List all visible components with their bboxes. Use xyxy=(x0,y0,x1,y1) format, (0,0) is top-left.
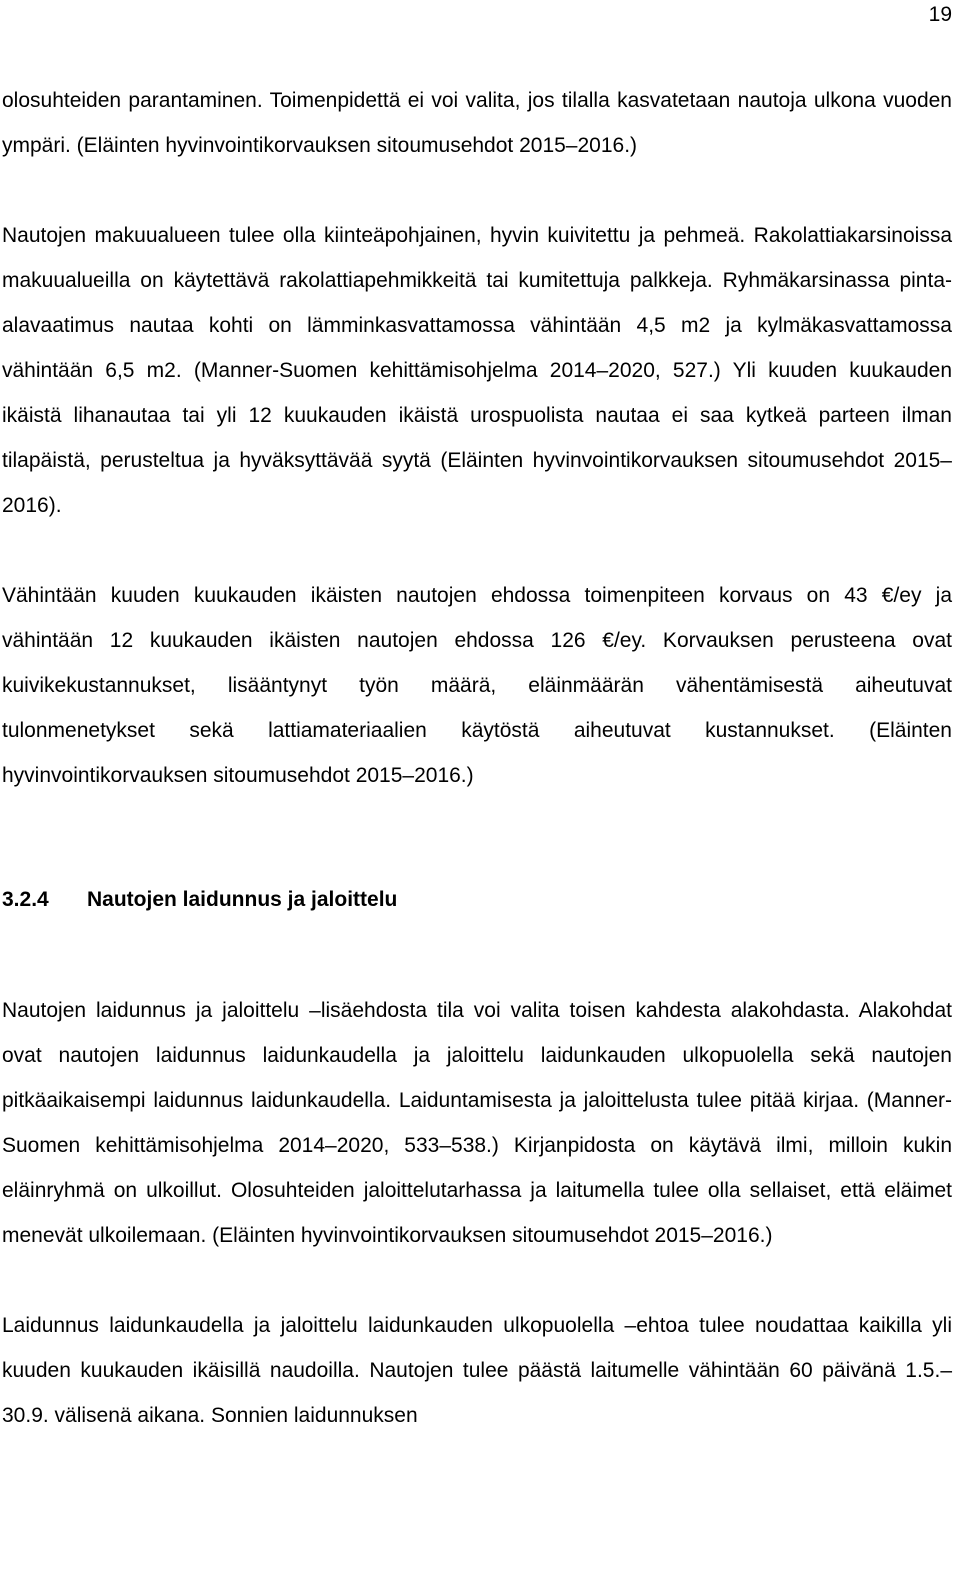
section-spacer xyxy=(2,798,952,877)
section-spacer xyxy=(2,922,952,988)
paragraph-spacer xyxy=(2,1258,952,1303)
section-number: 3.2.4 xyxy=(2,888,49,911)
paragraph-spacer xyxy=(2,528,952,573)
paragraph-2: Nautojen makuualueen tulee olla kiinteäpohjainen, hyvin kuivitettu ja pehmeä. Rakolattiakarsinoissa makuualueilla on käytettävä rakolattiapehmikkeitä tai kumitettuja palkkeja. Ryhmäkarsinassa pinta-alavaatimus nautaa kohti on lämminkasvattamossa vähintään 4,5 m2 ja kylmäkasvattamossa vähintään 6,5 m2. (Manner-Suomen kehittämisohjelma 2014–2020, 527.) Yli kuuden kuukauden ikäistä lihanautaa tai yli 12 kuukauden ikäistä urospuolista nautaa ei saa kytkeä parteen ilman tilapäistä, perusteltua ja hyväksyttävää syytä (Eläinten hyvinvointikorvauksen sitoumusehdot 2015–2016). xyxy=(2,224,952,517)
section-title: Nautojen laidunnus ja jaloittelu xyxy=(87,888,398,911)
paragraph-3: Vähintään kuuden kuukauden ikäisten nautojen ehdossa toimenpiteen korvaus on 43 €/ey ja vähintään 12 kuukauden ikäisten nautojen ehdossa 126 €/ey. Korvauksen perusteena ovat kuivikekustannukset, lisääntynyt työn määrä, eläinmäärän vähentämisestä aiheutuvat tulonmenetykset sekä lattiamateriaalien käytöstä aiheutuvat kustannukset. (Eläinten hyvinvointikorvauksen sitoumusehdot 2015–2016.) xyxy=(2,584,952,787)
page-number: 19 xyxy=(928,3,952,26)
paragraph-5: Laidunnus laidunkaudella ja jaloittelu laidunkauden ulkopuolella –ehtoa tulee noudattaa kaikilla yli kuuden kuukauden ikäisillä naudoilla. Nautojen tulee päästä laitumelle vähintään 60 päivänä 1.5.–30.9. välisenä aikana. Sonnien laidunnuksen xyxy=(2,1314,952,1427)
paragraph-4: Nautojen laidunnus ja jaloittelu –lisäehdosta tila voi valita toisen kahdesta alakohdasta. Alakohdat ovat nautojen laidunnus laidunkaudella ja jaloittelu laidunkauden ulkopuolella sekä nautojen pitkäaikaisempi laidunnus laidunkaudella. Laiduntamisesta ja jaloittelusta tulee pitää kirjaa. (Manner-Suomen kehittämisohjelma 2014–2020, 533–538.) Kirjanpidosta on käytävä ilmi, milloin kukin eläinryhmä on ulkoillut. Olosuhteiden jaloittelutarhassa ja laitumella tulee olla sellaiset, että eläimet menevät ulkoilemaan. (Eläinten hyvinvointikorvauksen sitoumusehdot 2015–2016.) xyxy=(2,999,952,1247)
paragraph-1: olosuhteiden parantaminen. Toimenpidettä ei voi valita, jos tilalla kasvatetaan nautoja ulkona vuoden ympäri. (Eläinten hyvinvointikorvauksen sitoumusehdot 2015–2016.) xyxy=(2,89,952,157)
paragraph-spacer xyxy=(2,168,952,213)
page-content xyxy=(2,78,952,1438)
section-heading xyxy=(2,877,952,922)
